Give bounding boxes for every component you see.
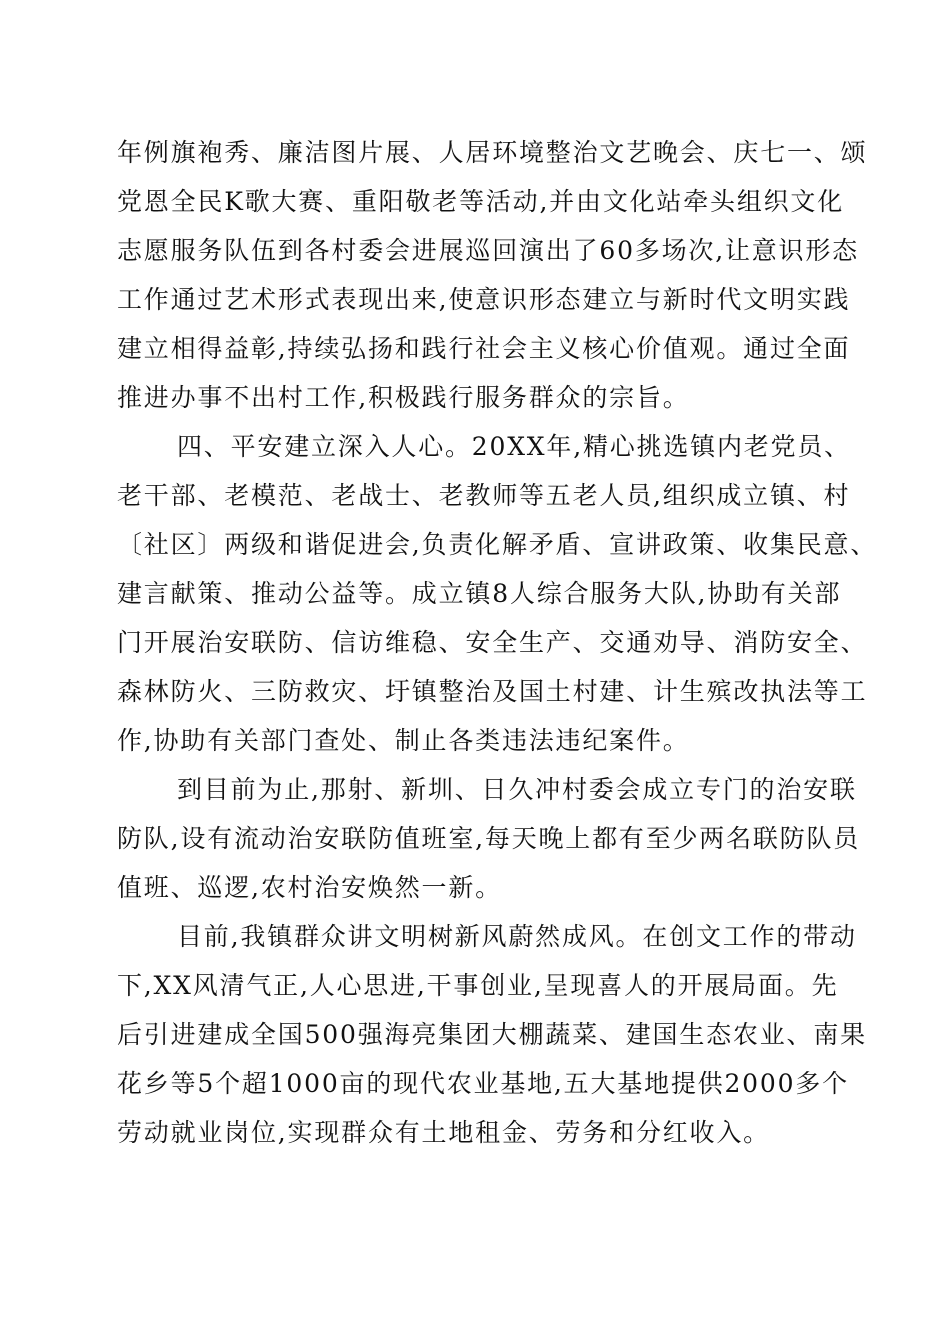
document-body (117, 128, 878, 1157)
text-line: 志愿服务队伍到各村委会进展巡回演出了60多场次,让意识形态 (117, 236, 859, 265)
text-line: 建立相得益彰,持续弘扬和践行社会主义核心价值观。通过全面 (117, 334, 851, 363)
text-line: 森林防火、三防救灾、圩镇整治及国土村建、计生殡改执法等工 (117, 677, 868, 706)
text-line: 老干部、老模范、老战士、老教师等五老人员,组织成立镇、村 (117, 481, 851, 510)
text-line: 四、平安建立深入人心。20XX年,精心挑选镇内老党员、 (177, 432, 851, 461)
text-line: 党恩全民K歌大赛、重阳敬老等活动,并由文化站牵头组织文化 (117, 187, 845, 216)
text-line: 作,协助有关部门查处、制止各类违法违纪案件。 (117, 726, 690, 755)
text-line: 目前,我镇群众讲文明树新风蔚然成风。在创文工作的带动 (177, 922, 857, 951)
paragraph (117, 128, 868, 422)
text-line: 花乡等5个超1000亩的现代农业基地,五大基地提供2000多个 (117, 1069, 849, 1098)
text-line: 门开展治安联防、信访维稳、安全生产、交通劝导、消防安全、 (117, 628, 868, 657)
text-line: 到目前为止,那射、新圳、日久冲村委会成立专门的治安联 (177, 775, 857, 804)
text-line: 年例旗袍秀、廉洁图片展、人居环境整治文艺晚会、庆七一、颂 (117, 138, 868, 167)
text-line: 建言献策、推动公益等。成立镇8人综合服务大队,协助有关部 (117, 579, 842, 608)
paragraph (117, 912, 867, 1157)
paragraph (117, 765, 861, 912)
text-line: 值班、巡逻,农村治安焕然一新。 (117, 873, 502, 902)
text-line: 推进办事不出村工作,积极践行服务群众的宗旨。 (117, 383, 690, 412)
paragraph (117, 422, 878, 765)
text-line: 防队,设有流动治安联防值班室,每天晚上都有至少两名联防队员 (117, 824, 861, 853)
text-line: 劳动就业岗位,实现群众有土地租金、劳务和分红收入。 (117, 1118, 770, 1147)
text-line: 工作通过艺术形式表现出来,使意识形态建立与新时代文明实践 (117, 285, 851, 314)
text-line: 后引进建成全国500强海亮集团大棚蔬菜、建国生态农业、南果 (117, 1020, 867, 1049)
text-line: 〔社区〕两级和谐促进会,负责化解矛盾、宣讲政策、收集民意、 (117, 530, 878, 559)
text-line: 下,XX风清气正,人心思进,干事创业,呈现喜人的开展局面。先 (117, 971, 839, 1000)
